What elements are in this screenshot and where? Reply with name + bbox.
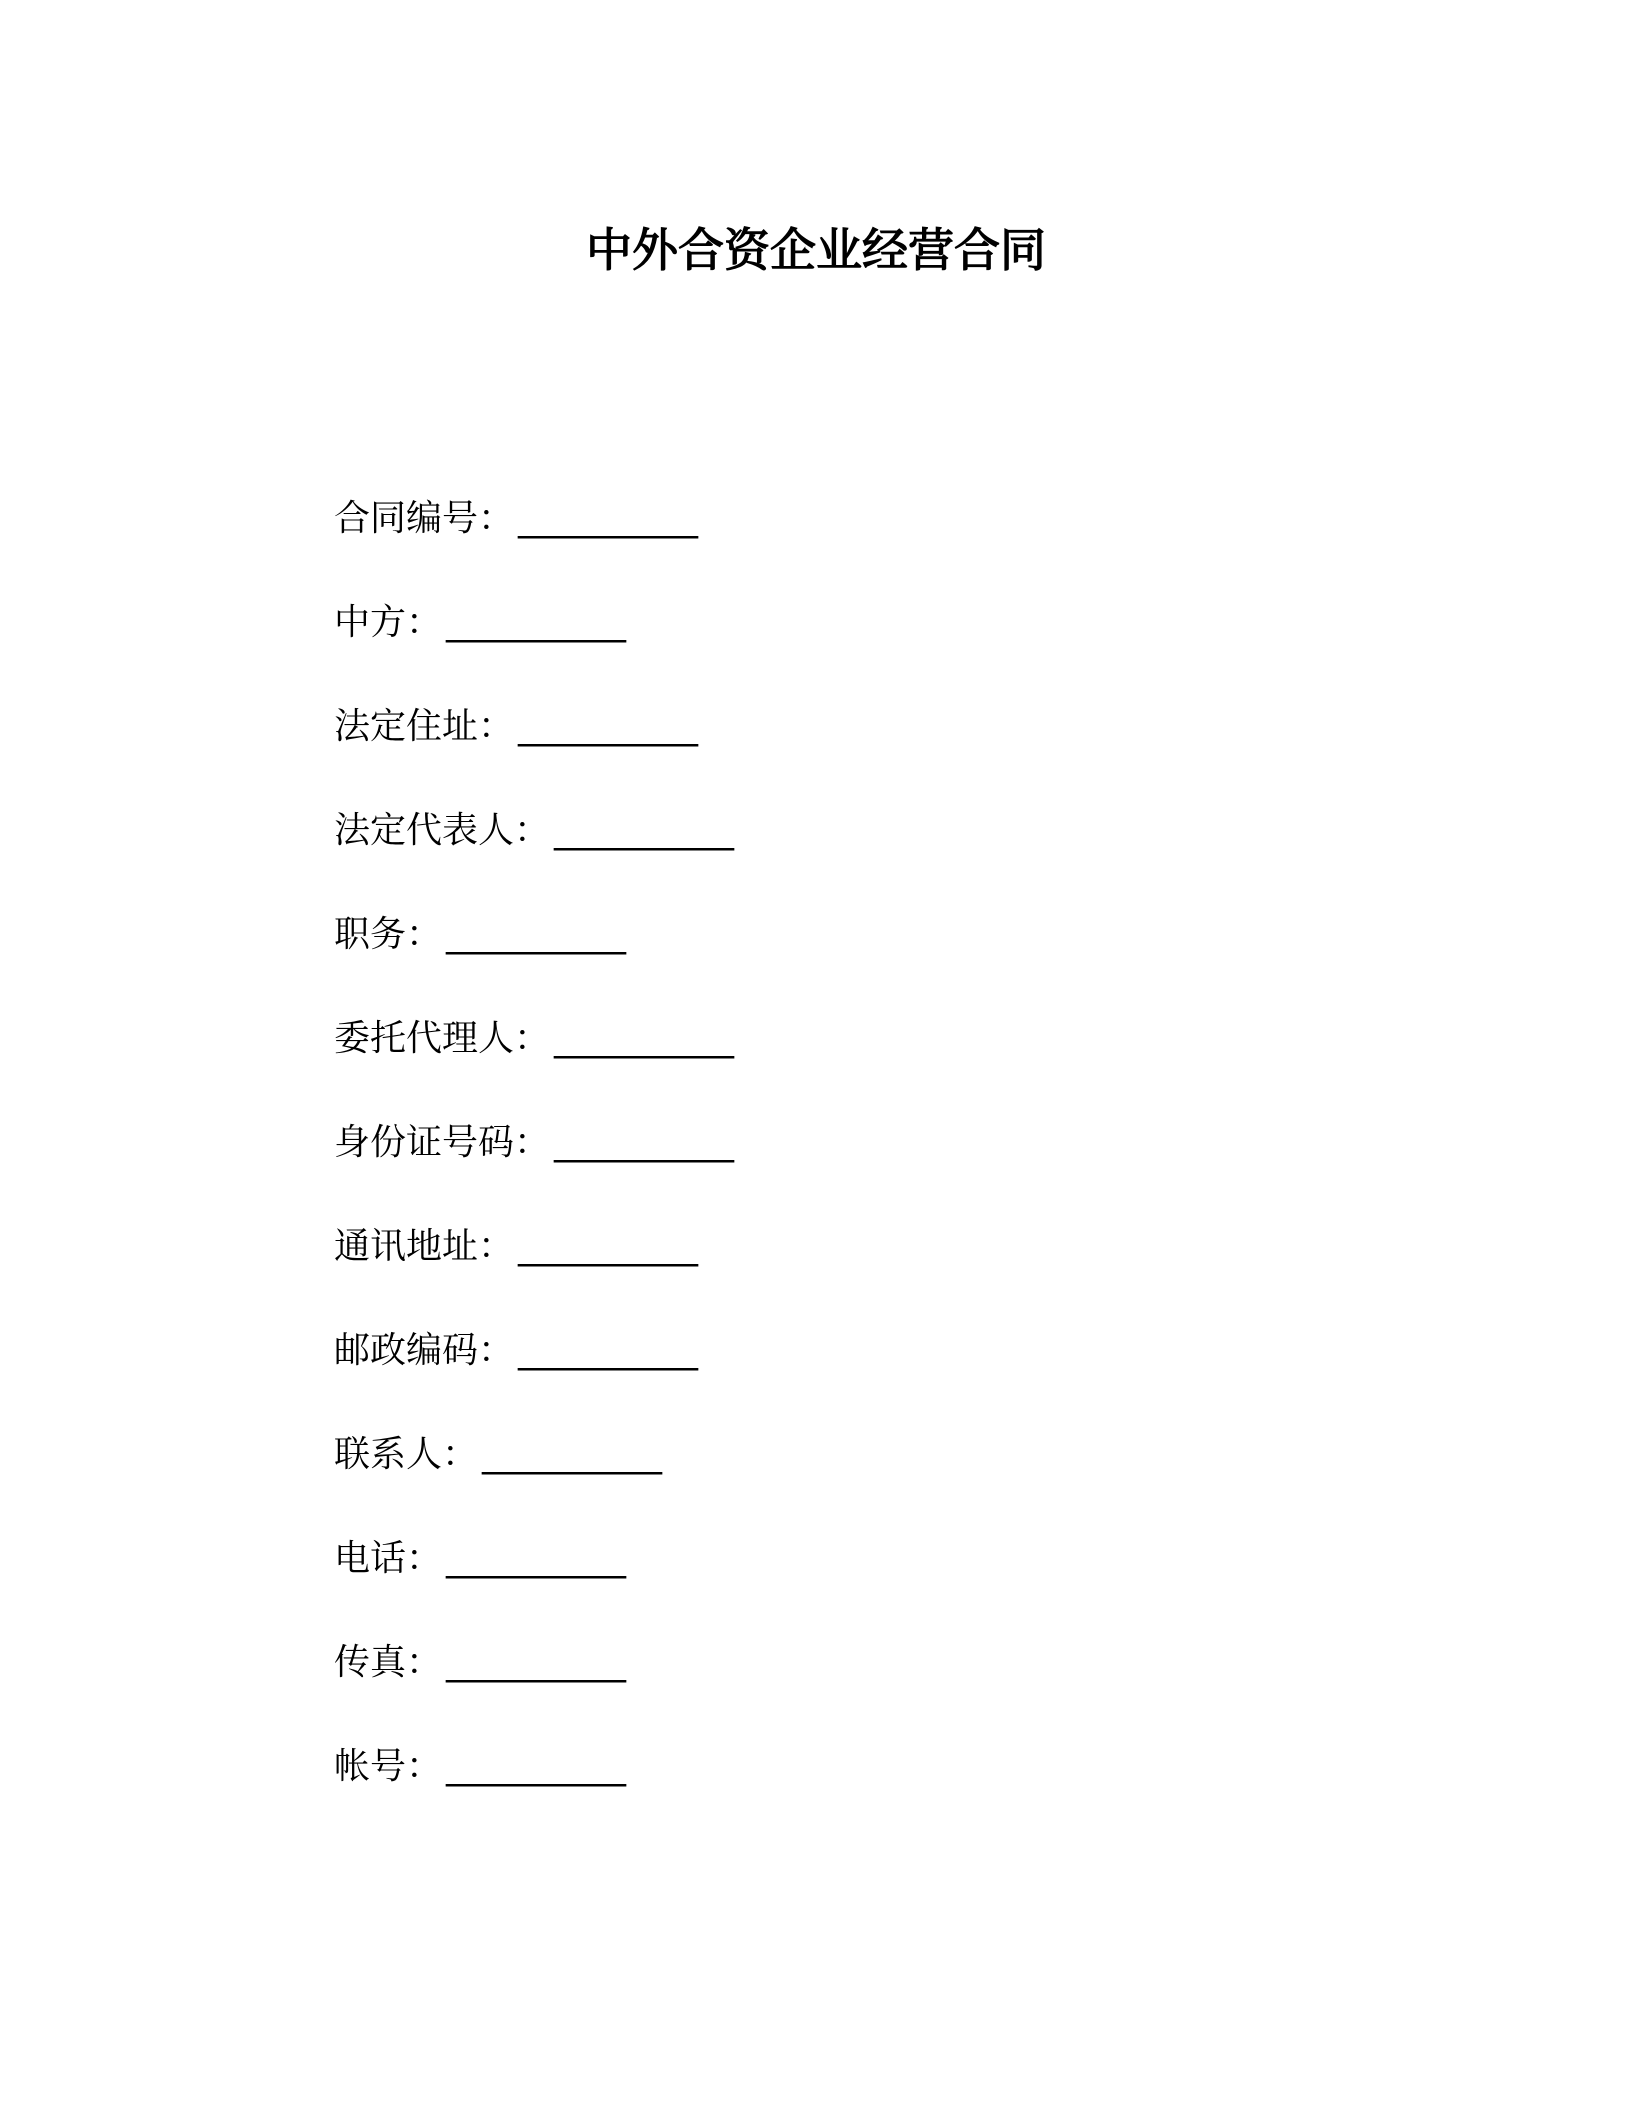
field-phone [334, 1535, 1334, 1639]
field-legal-representative [334, 807, 1334, 911]
field-label: 职务： [334, 914, 443, 955]
fill-in-blank: __________ [518, 706, 699, 747]
fill-in-blank: __________ [446, 1642, 627, 1683]
party-info-fields [334, 495, 1334, 1847]
fill-in-blank: __________ [554, 1122, 735, 1163]
field-label: 通讯地址： [334, 1226, 515, 1267]
field-contract-number [334, 495, 1334, 599]
field-postal-code [334, 1327, 1334, 1431]
field-id-number [334, 1119, 1334, 1223]
field-authorized-agent [334, 1015, 1334, 1119]
field-label: 传真： [334, 1642, 443, 1683]
field-fax [334, 1639, 1334, 1743]
field-label: 中方： [334, 602, 443, 643]
field-label: 联系人： [334, 1434, 479, 1475]
field-mailing-address [334, 1223, 1334, 1327]
field-chinese-party [334, 599, 1334, 703]
document-title: 中外合资企业经营合同 [586, 223, 1046, 277]
field-label: 法定代表人： [334, 810, 551, 851]
fill-in-blank: __________ [446, 1746, 627, 1787]
field-contact-person [334, 1431, 1334, 1535]
fill-in-blank: __________ [518, 1226, 699, 1267]
fill-in-blank: __________ [446, 1538, 627, 1579]
fill-in-blank: __________ [554, 810, 735, 851]
field-label: 委托代理人： [334, 1018, 551, 1059]
field-label: 合同编号： [334, 498, 515, 539]
fill-in-blank: __________ [446, 914, 627, 955]
field-label: 身份证号码： [334, 1122, 551, 1163]
field-label: 法定住址： [334, 706, 515, 747]
field-account-number [334, 1743, 1334, 1847]
fill-in-blank: __________ [518, 1330, 699, 1371]
field-label: 邮政编码： [334, 1330, 515, 1371]
fill-in-blank: __________ [554, 1018, 735, 1059]
fill-in-blank: __________ [446, 602, 627, 643]
fill-in-blank: __________ [482, 1434, 663, 1475]
field-label: 电话： [334, 1538, 443, 1579]
field-legal-address [334, 703, 1334, 807]
fill-in-blank: __________ [518, 498, 699, 539]
field-position [334, 911, 1334, 1015]
field-label: 帐号： [334, 1746, 443, 1787]
